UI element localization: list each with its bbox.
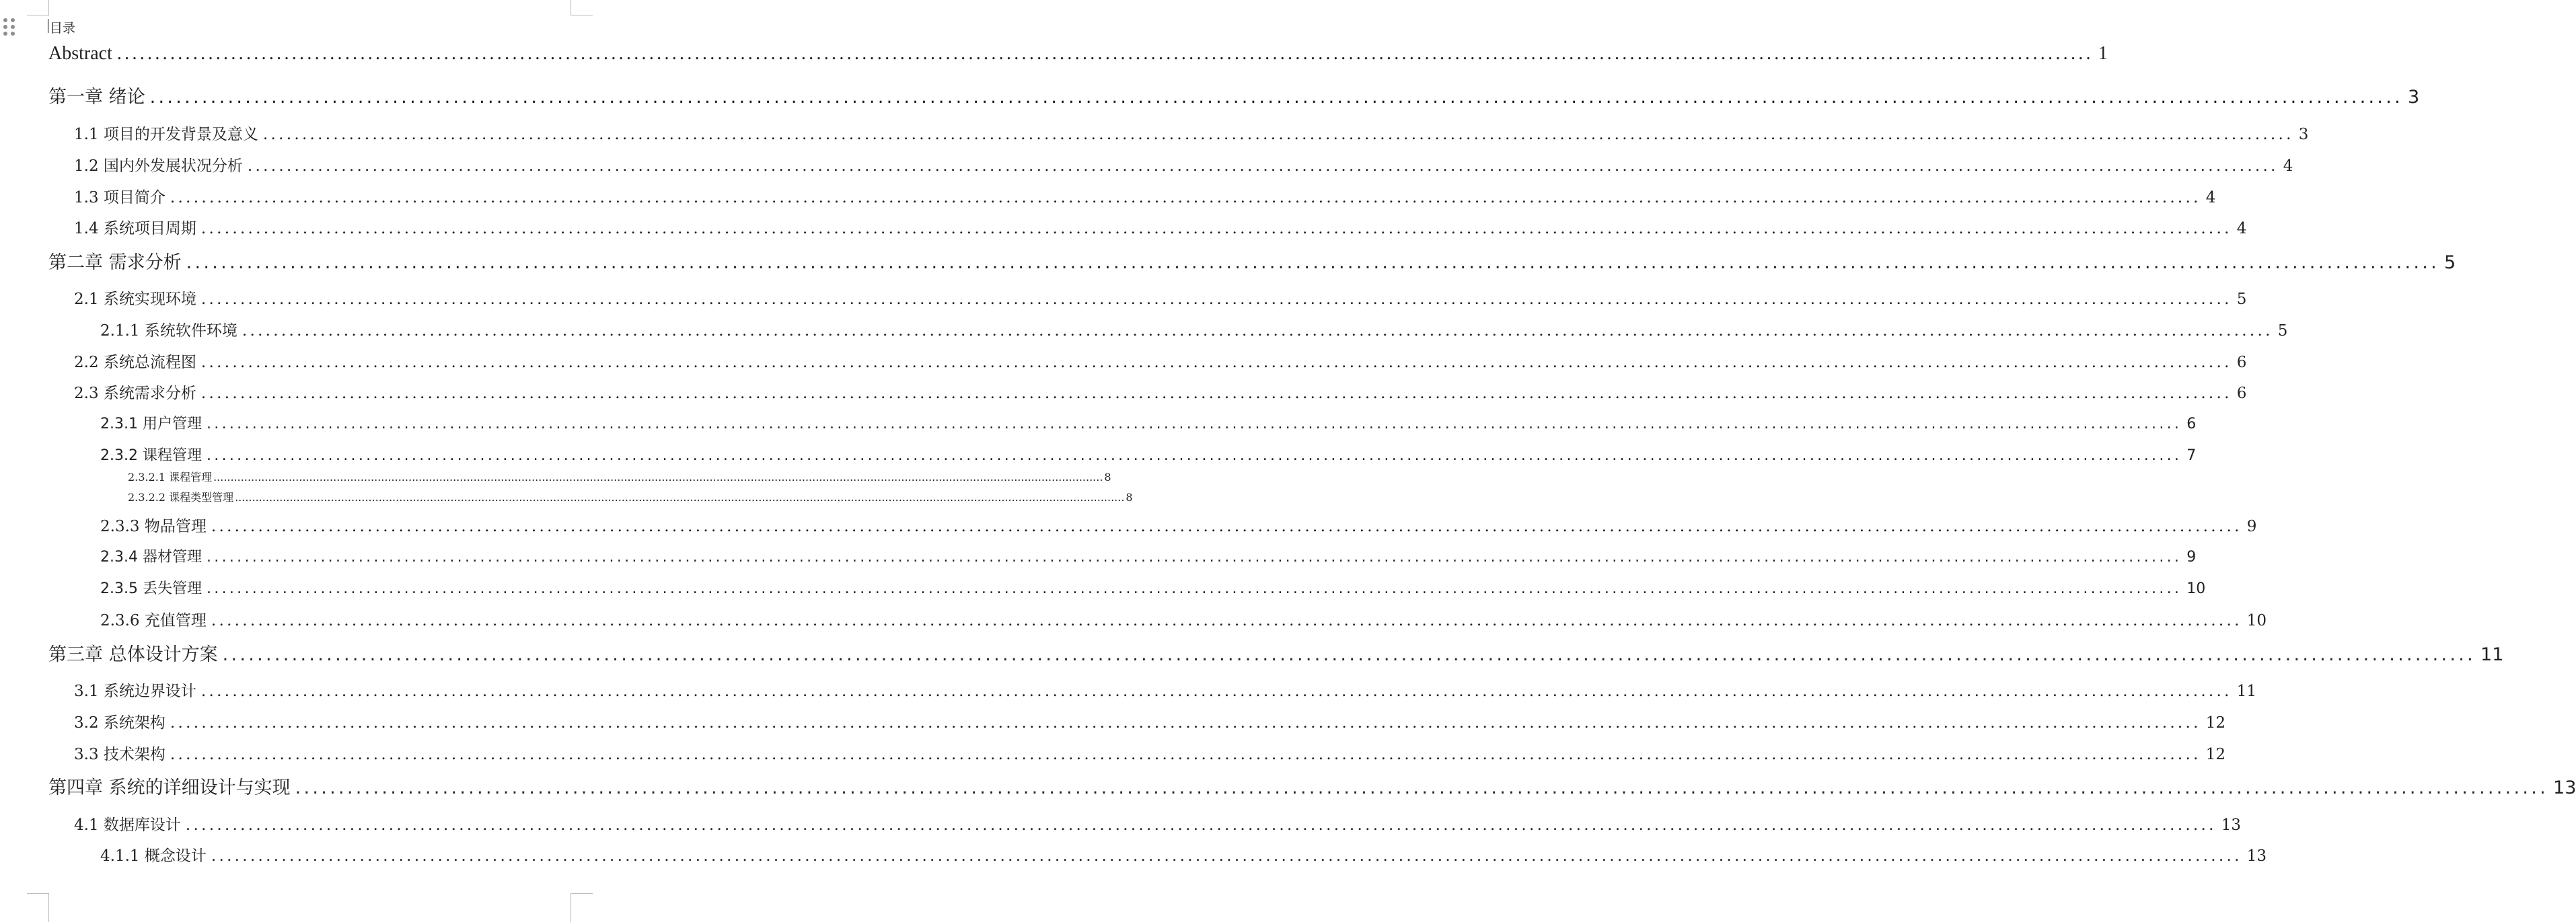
toc-entry-page: 10	[2186, 580, 2206, 597]
toc-entry-chapter-2[interactable]	[48, 247, 2456, 274]
dot-leader: ....................................................................................................................................................................................................................................................................	[116, 43, 2094, 64]
toc-entry-label: 2.1 系统实现环境	[74, 291, 196, 308]
toc-entry-page: 13	[2221, 816, 2242, 834]
toc-entry-1-3[interactable]	[74, 185, 2216, 207]
dot-leader: ....................................................................................................................................................................................................................................................................	[235, 491, 1125, 504]
dot-leader: ....................................................................................................................................................................................................................................................................	[200, 220, 2232, 237]
dot-leader: ....................................................................................................................................................................................................................................................................	[213, 471, 1103, 484]
toc-entry-abstract[interactable]	[48, 43, 2108, 65]
toc-entry-page: 8	[1104, 471, 1111, 484]
toc-entry-label: 3.1 系统边界设计	[74, 683, 196, 700]
toc-entry-page: 3	[2298, 126, 2309, 143]
toc-entry-page: 12	[2205, 746, 2226, 763]
toc-entry-label: 第二章 需求分析	[48, 252, 182, 273]
toc-entry-label: Abstract	[48, 43, 112, 64]
toc-entry-chapter-4[interactable]	[48, 773, 2576, 799]
toc-entry-label: 2.3 系统需求分析	[74, 385, 196, 402]
toc-entry-2-3-2-2[interactable]	[128, 489, 1133, 504]
toc-entry-label: 2.3.2 课程管理	[100, 447, 202, 464]
dot-leader: ....................................................................................................................................................................................................................................................................	[222, 644, 2476, 665]
toc-entry-1-1[interactable]	[74, 122, 2309, 144]
toc-entry-3-2[interactable]	[74, 710, 2226, 732]
toc-entry-page: 8	[1126, 491, 1133, 504]
toc-entry-4-1[interactable]	[74, 812, 2242, 835]
toc-entry-page: 9	[2246, 518, 2257, 535]
dot-leader: ....................................................................................................................................................................................................................................................................	[170, 714, 2201, 732]
toc-entry-label: 2.2 系统总流程图	[74, 354, 196, 371]
dot-leader: ....................................................................................................................................................................................................................................................................	[206, 447, 2182, 464]
toc-entry-2-1[interactable]	[74, 286, 2247, 309]
toc-entry-2-3-5[interactable]	[100, 577, 2206, 598]
dot-leader: ....................................................................................................................................................................................................................................................................	[185, 816, 2217, 834]
dot-leader: ....................................................................................................................................................................................................................................................................	[200, 385, 2232, 402]
dot-leader: ....................................................................................................................................................................................................................................................................	[206, 416, 2182, 432]
dot-leader: ....................................................................................................................................................................................................................................................................	[262, 126, 2294, 143]
toc-entry-label: 1.4 系统项目周期	[74, 220, 196, 237]
toc-entry-page: 6	[2236, 385, 2247, 402]
dot-leader: ....................................................................................................................................................................................................................................................................	[206, 549, 2182, 566]
toc-entry-page: 7	[2186, 447, 2197, 464]
toc-entry-page: 5	[2444, 252, 2456, 273]
toc-entry-label: 2.1.1 系统软件环境	[100, 322, 237, 340]
toc-entry-page: 1	[2098, 43, 2108, 64]
toc-entry-2-3-2-1[interactable]	[128, 469, 1111, 484]
toc-title: 目录	[50, 21, 76, 36]
toc-entry-page: 10	[2246, 612, 2267, 629]
toc-entry-page: 12	[2205, 714, 2226, 732]
toc-entry-page: 13	[2553, 777, 2576, 798]
toc-entry-label: 2.3.2.1 课程管理	[128, 471, 213, 484]
toc-entry-page: 6	[2236, 354, 2247, 371]
toc-entry-page: 5	[2236, 291, 2247, 308]
toc-entry-label: 2.3.4 器材管理	[100, 549, 202, 566]
toc-entry-2-3-4[interactable]	[100, 545, 2197, 566]
toc-entry-page: 4	[2205, 189, 2216, 206]
toc-entry-page: 6	[2186, 416, 2197, 432]
dot-leader: ....................................................................................................................................................................................................................................................................	[247, 157, 2279, 175]
toc-entry-2-3-1[interactable]	[100, 412, 2197, 433]
toc-entry-label: 第一章 绪论	[48, 87, 145, 108]
toc-entry-page: 3	[2408, 87, 2420, 108]
toc-entry-label: 3.3 技术架构	[74, 746, 165, 763]
toc-entry-2-3-3[interactable]	[100, 514, 2257, 536]
toc-entry-label: 第四章 系统的详细设计与实现	[48, 777, 291, 798]
dot-leader: ....................................................................................................................................................................................................................................................................	[200, 354, 2232, 371]
toc-entry-label: 1.2 国内外发展状况分析	[74, 157, 243, 175]
dot-leader: ....................................................................................................................................................................................................................................................................	[211, 518, 2242, 535]
dot-leader: ....................................................................................................................................................................................................................................................................	[149, 87, 2404, 108]
toc-entry-label: 第三章 总体设计方案	[48, 644, 218, 665]
dot-leader: ....................................................................................................................................................................................................................................................................	[206, 580, 2182, 597]
toc-entry-page: 11	[2236, 683, 2257, 700]
dot-leader: ....................................................................................................................................................................................................................................................................	[170, 746, 2201, 763]
dot-leader: ....................................................................................................................................................................................................................................................................	[295, 777, 2549, 798]
toc-entry-label: 2.3.1 用户管理	[100, 416, 202, 432]
toc-entry-3-3[interactable]	[74, 742, 2226, 764]
toc-entry-label: 4.1 数据库设计	[74, 816, 181, 834]
dot-leader: ....................................................................................................................................................................................................................................................................	[211, 612, 2242, 629]
toc-entry-4-1-1[interactable]	[100, 843, 2267, 866]
toc-entry-page: 13	[2246, 847, 2267, 865]
dot-leader: ....................................................................................................................................................................................................................................................................	[200, 683, 2232, 700]
toc-entry-label: 1.1 项目的开发背景及意义	[74, 126, 258, 143]
toc-entry-page: 4	[2236, 220, 2247, 237]
toc-entry-chapter-3[interactable]	[48, 640, 2504, 666]
toc-entry-3-1[interactable]	[74, 679, 2257, 701]
toc-entry-page: 5	[2277, 322, 2288, 340]
toc-entry-label: 2.3.5 丢失管理	[100, 580, 202, 597]
dot-leader: ....................................................................................................................................................................................................................................................................	[200, 291, 2232, 308]
dot-leader: ....................................................................................................................................................................................................................................................................	[211, 847, 2242, 865]
toc-entry-label: 2.3.2.2 课程类型管理	[128, 491, 234, 504]
toc-entry-label: 4.1.1 概念设计	[100, 847, 207, 865]
toc-entry-label: 3.2 系统架构	[74, 714, 165, 732]
toc-entry-1-4[interactable]	[74, 216, 2247, 238]
toc-entry-page: 4	[2283, 157, 2293, 175]
toc-entry-page: 9	[2186, 549, 2197, 566]
toc-entry-2-3[interactable]	[74, 381, 2247, 403]
toc-entry-label: 1.3 项目简介	[74, 189, 165, 206]
dot-leader: ....................................................................................................................................................................................................................................................................	[170, 189, 2201, 206]
toc-entry-label: 2.3.3 物品管理	[100, 518, 207, 535]
toc-entry-label: 2.3.6 充值管理	[100, 612, 207, 629]
dot-leader: ....................................................................................................................................................................................................................................................................	[242, 322, 2273, 340]
toc-entry-page: 11	[2480, 644, 2504, 665]
toc-entry-2-3-2[interactable]	[100, 444, 2197, 465]
toc-entry-1-2[interactable]	[74, 153, 2293, 176]
toc-entry-chapter-1[interactable]	[48, 82, 2420, 108]
toc-entry-2-1-1[interactable]	[100, 318, 2288, 340]
toc-entry-2-2[interactable]	[74, 350, 2247, 372]
dot-leader: ....................................................................................................................................................................................................................................................................	[186, 252, 2440, 273]
toc-entry-2-3-6[interactable]	[100, 608, 2267, 630]
